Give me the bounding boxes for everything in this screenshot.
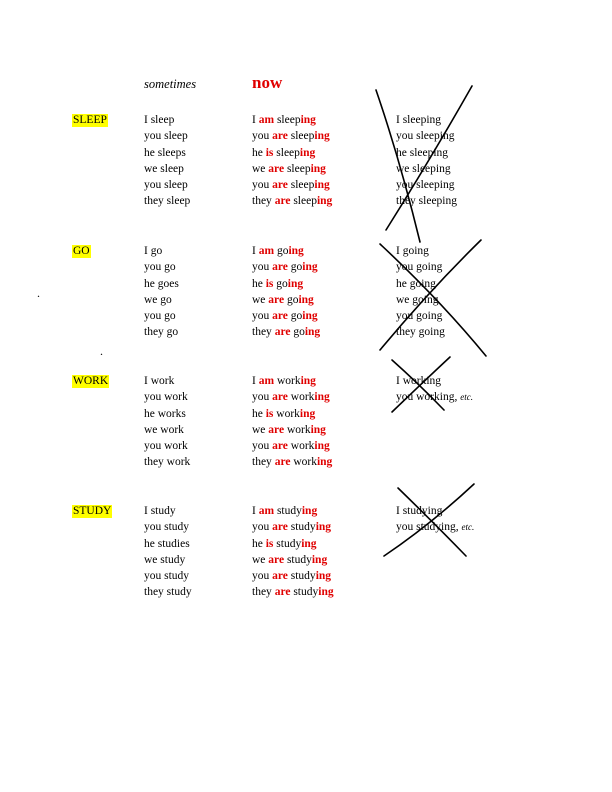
simple-present-line: I go [144, 245, 163, 257]
ing-suffix: ing [314, 440, 330, 453]
simple-present-line: you study [144, 521, 190, 534]
verb-stem: work [293, 456, 317, 469]
auxiliary-verb: am [258, 375, 275, 387]
present-progressive-line [252, 130, 332, 146]
simple-present-line: you go [144, 261, 176, 274]
pronoun: I [252, 375, 256, 387]
verb-stem: sleep [290, 130, 315, 143]
simple-present-line: we study [144, 553, 186, 566]
pronoun: he [252, 537, 263, 550]
simple-present-line: he sleeps [144, 146, 186, 159]
incorrect-form-text: we going [396, 293, 439, 306]
pronoun: they [252, 326, 272, 339]
incorrect-form-text: you studying, [396, 521, 459, 534]
incorrect-form-text: you working, [396, 391, 458, 404]
ing-suffix: ing [300, 114, 316, 126]
auxiliary-verb: are [272, 440, 288, 453]
verb-section-go [0, 245, 612, 345]
simple-present-line: we work [144, 423, 184, 436]
auxiliary-verb: are [272, 310, 288, 323]
incorrect-form-column [396, 505, 474, 538]
incorrect-form-line [396, 179, 457, 195]
verb-label: STUDY [73, 505, 112, 517]
ing-suffix: ing [299, 407, 316, 420]
incorrect-form-line [396, 310, 445, 326]
present-progressive-line [252, 424, 332, 440]
incorrect-form-line [396, 391, 473, 407]
ing-suffix: ing [316, 195, 333, 208]
auxiliary-verb: are [272, 179, 288, 192]
incorrect-form-line [396, 505, 474, 521]
present-progressive-line [252, 456, 332, 472]
auxiliary-verb: are [272, 130, 288, 143]
ing-suffix: ing [304, 326, 321, 339]
ing-suffix: ing [311, 553, 328, 566]
incorrect-form-text: we sleeping [396, 162, 451, 175]
pronoun: we [252, 293, 266, 306]
ing-suffix: ing [287, 277, 304, 290]
present-progressive-line [252, 278, 320, 294]
simple-present-column [144, 245, 179, 343]
simple-present-line: you sleep [144, 179, 188, 192]
simple-present-line: they work [144, 456, 191, 469]
ing-suffix: ing [310, 423, 326, 436]
verb-label: WORK [73, 375, 109, 387]
pronoun: we [252, 423, 266, 436]
simple-present-line: you go [144, 310, 176, 323]
pronoun: you [252, 179, 270, 192]
incorrect-form-line [396, 294, 445, 310]
verb-stem: work [290, 391, 315, 404]
stray-dot-1: . [37, 286, 40, 300]
present-progressive-line [252, 391, 332, 407]
incorrect-form-text: you sleeping [396, 179, 455, 192]
verb-stem: go [290, 261, 303, 274]
pronoun: you [252, 570, 270, 583]
incorrect-form-column [396, 114, 457, 212]
verb-stem: study [290, 570, 316, 583]
pronoun: we [252, 162, 266, 175]
verb-stem: go [286, 293, 299, 306]
incorrect-form-text: they going [396, 326, 445, 339]
pronoun: I [252, 245, 256, 257]
ing-suffix: ing [310, 162, 326, 175]
verb-stem: sleep [290, 179, 315, 192]
present-progressive-line [252, 538, 334, 554]
verb-stem: study [276, 537, 302, 550]
simple-present-line: I study [144, 505, 176, 517]
verb-stem: work [290, 440, 315, 453]
verb-stem: sleep [293, 195, 317, 208]
present-progressive-line [252, 505, 334, 521]
verb-stem: work [276, 375, 301, 387]
incorrect-form-text: I studying [396, 505, 443, 517]
auxiliary-verb: is [265, 277, 274, 290]
auxiliary-verb: are [272, 391, 288, 404]
simple-present-line: they sleep [144, 195, 191, 208]
incorrect-form-line [396, 278, 445, 294]
simple-present-line: I sleep [144, 114, 175, 126]
pronoun: they [252, 586, 272, 599]
present-progressive-line [252, 179, 332, 195]
present-progressive-line [252, 147, 332, 163]
verb-stem: study [293, 586, 319, 599]
verb-stem: sleep [276, 114, 301, 126]
simple-present-line: he works [144, 407, 186, 420]
verb-stem: sleep [276, 146, 300, 159]
pronoun: you [252, 521, 270, 534]
auxiliary-verb: are [268, 162, 285, 175]
present-progressive-line [252, 408, 332, 424]
present-progressive-line [252, 261, 320, 277]
auxiliary-verb: are [268, 553, 285, 566]
present-progressive-line [252, 326, 320, 342]
pronoun: you [252, 261, 270, 274]
incorrect-form-column [396, 375, 473, 408]
auxiliary-verb: are [272, 570, 288, 583]
present-progressive-line [252, 163, 332, 179]
incorrect-form-text: you going [396, 261, 443, 274]
simple-present-column [144, 114, 190, 212]
incorrect-form-line [396, 375, 473, 391]
ing-suffix: ing [301, 537, 317, 550]
ing-suffix: ing [316, 456, 333, 469]
ing-suffix: ing [314, 391, 330, 404]
ing-suffix: ing [314, 179, 330, 192]
present-progressive-line [252, 554, 334, 570]
ing-suffix: ing [298, 293, 314, 306]
pronoun: we [252, 553, 266, 566]
pronoun: they [252, 456, 272, 469]
verb-stem: go [290, 310, 303, 323]
verb-stem: sleep [286, 162, 311, 175]
present-progressive-line [252, 195, 332, 211]
simple-present-line: we sleep [144, 162, 184, 175]
pronoun: you [252, 310, 270, 323]
present-progressive-column [252, 505, 334, 603]
present-progressive-line [252, 294, 320, 310]
verb-stem: go [276, 277, 288, 290]
pronoun: he [252, 146, 263, 159]
simple-present-line: you work [144, 391, 188, 404]
ing-suffix: ing [300, 375, 316, 387]
simple-present-line: they study [144, 586, 192, 599]
pronoun: I [252, 114, 256, 126]
verb-stem: work [276, 407, 300, 420]
auxiliary-verb: are [274, 195, 291, 208]
incorrect-form-text: you going [396, 310, 443, 323]
verb-stem: go [293, 326, 305, 339]
ing-suffix: ing [302, 310, 318, 323]
verb-label: SLEEP [73, 114, 107, 126]
auxiliary-verb: is [265, 407, 274, 420]
incorrect-form-line [396, 163, 457, 179]
incorrect-form-line [396, 261, 445, 277]
incorrect-form-line [396, 195, 457, 211]
present-progressive-line [252, 114, 332, 130]
etc-note: etc. [460, 392, 473, 403]
ing-suffix: ing [288, 245, 304, 257]
simple-present-line: you work [144, 440, 188, 453]
pronoun: you [252, 440, 270, 453]
verb-stem: study [276, 505, 302, 517]
pronoun: you [252, 391, 270, 404]
incorrect-form-line [396, 130, 457, 146]
verb-stem: work [286, 423, 311, 436]
incorrect-form-text: I working [396, 375, 442, 387]
incorrect-form-text: I sleeping [396, 114, 442, 126]
etc-note: etc. [461, 522, 475, 533]
incorrect-form-line [396, 521, 474, 537]
pronoun: I [252, 505, 256, 517]
incorrect-form-line [396, 326, 445, 342]
present-progressive-line [252, 310, 320, 326]
auxiliary-verb: am [258, 245, 275, 257]
auxiliary-verb: is [265, 146, 274, 159]
verb-label: GO [73, 245, 90, 257]
simple-present-line: you study [144, 570, 190, 583]
column-header-sometimes: sometimes [144, 77, 197, 91]
verb-stem: study [290, 521, 316, 534]
incorrect-form-line [396, 147, 457, 163]
incorrect-form-text: you sleeping [396, 130, 455, 143]
verb-stem: go [276, 245, 289, 257]
simple-present-column [144, 505, 192, 603]
incorrect-form-text: they sleeping [396, 195, 457, 208]
pronoun: he [252, 277, 263, 290]
present-progressive-line [252, 440, 332, 456]
present-progressive-line [252, 586, 334, 602]
simple-present-line: he studies [144, 537, 190, 550]
ing-suffix: ing [314, 130, 330, 143]
simple-present-line: he goes [144, 277, 179, 290]
auxiliary-verb: are [274, 586, 291, 599]
incorrect-form-text: he sleeping [396, 146, 449, 159]
ing-suffix: ing [302, 261, 318, 274]
pronoun: they [252, 195, 272, 208]
simple-present-line: they go [144, 326, 179, 339]
verb-section-work [0, 375, 612, 475]
ing-suffix: ing [318, 586, 334, 599]
auxiliary-verb: am [258, 114, 275, 126]
simple-present-line: I work [144, 375, 175, 387]
verb-stem: study [286, 553, 312, 566]
verb-section-sleep [0, 114, 612, 214]
incorrect-form-text: he going [396, 277, 436, 290]
auxiliary-verb: are [274, 326, 291, 339]
auxiliary-verb: am [258, 505, 275, 517]
present-progressive-column [252, 375, 332, 473]
stray-dot-2: . [100, 344, 103, 358]
auxiliary-verb: are [268, 293, 285, 306]
present-progressive-column [252, 114, 332, 212]
ing-suffix: ing [315, 570, 332, 583]
present-progressive-line [252, 375, 332, 391]
auxiliary-verb: are [268, 423, 285, 436]
simple-present-column [144, 375, 190, 473]
present-progressive-column [252, 245, 320, 343]
simple-present-line: we go [144, 293, 172, 306]
present-progressive-line [252, 245, 320, 261]
column-header-now: now [252, 73, 283, 92]
ing-suffix: ing [301, 505, 318, 517]
ing-suffix: ing [315, 521, 332, 534]
present-progressive-line [252, 521, 334, 537]
auxiliary-verb: are [272, 521, 288, 534]
incorrect-form-line [396, 114, 457, 130]
auxiliary-verb: is [265, 537, 274, 550]
auxiliary-verb: are [272, 261, 288, 274]
present-progressive-line [252, 570, 334, 586]
pronoun: he [252, 407, 263, 420]
auxiliary-verb: are [274, 456, 291, 469]
ing-suffix: ing [299, 146, 316, 159]
incorrect-form-line [396, 245, 445, 261]
pronoun: you [252, 130, 270, 143]
verb-section-study [0, 505, 612, 605]
incorrect-form-text: I going [396, 245, 429, 257]
incorrect-form-column [396, 245, 445, 343]
simple-present-line: you sleep [144, 130, 188, 143]
